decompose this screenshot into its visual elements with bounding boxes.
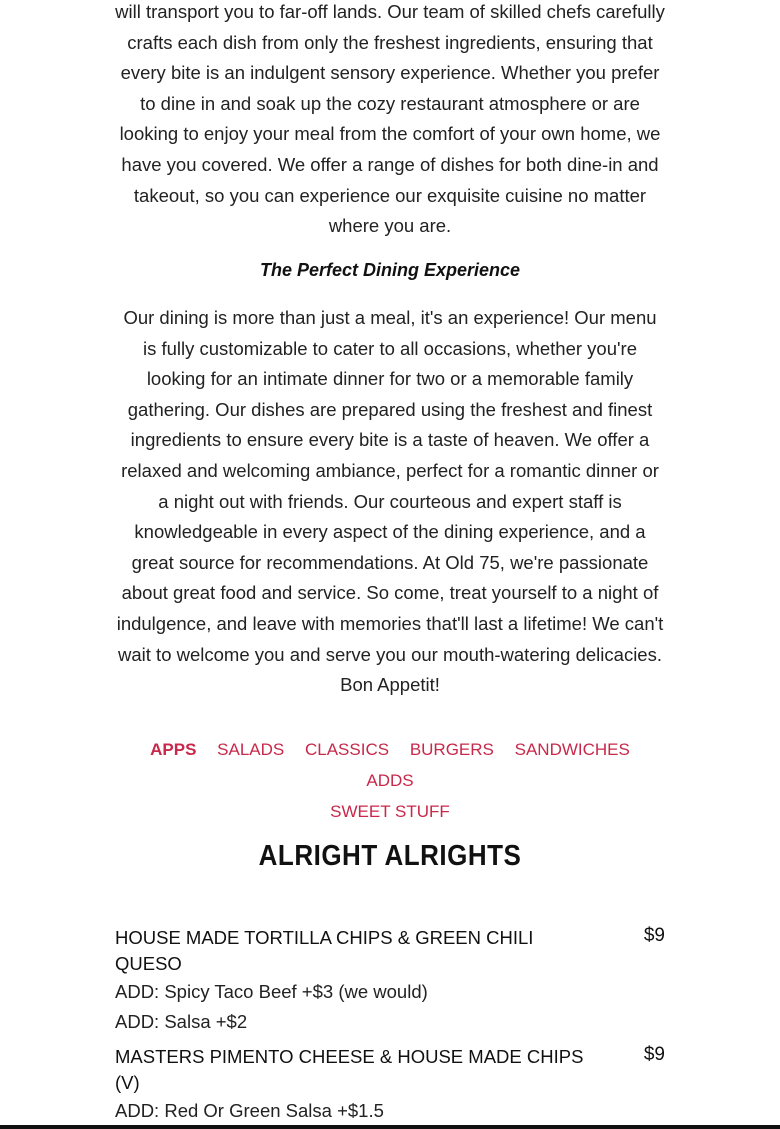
- item-addon: ADD: Red Or Green Salsa +$1.5: [115, 1100, 384, 1121]
- tab-salads[interactable]: SALADS: [217, 740, 285, 759]
- experience-paragraph: Our dining is more than just a meal, it's an experience! Our menu is fully customizable to cater to all occasions, whether you're looking for an intimate dinner for two or a memorable family gathering. Our dishes are prepared using the freshest and finest ingredients to ensure every bite is a taste of heaven. We offer a relaxed and welcoming ambiance, perfect for a romantic dinner or a night out with friends. Our courteous and expert staff is knowledgeable in every aspect of the dining experience, and a great source for recommendations. At Old 75, we're passionate about great food and service. So come, treat yourself to a night of indulgence, and leave with memories that'll last a lifetime! We can't wait to welcome you and serve you our mouth-watering delicacies. Bon Appetit!: [116, 307, 664, 696]
- tab-classics[interactable]: CLASSICS: [304, 740, 390, 759]
- tab-burgers[interactable]: BURGERS: [409, 740, 494, 759]
- tab-sweet-stuff[interactable]: SWEET STUFF: [330, 802, 450, 821]
- menu-item: [115, 925, 665, 1037]
- section-title: ALRIGHT ALRIGHTS: [258, 838, 522, 872]
- tab-apps[interactable]: APPS: [150, 740, 197, 759]
- item-addon: ADD: Salsa +$2: [115, 1011, 248, 1032]
- menu-category-tabs: [115, 734, 665, 827]
- menu-item: [115, 1044, 665, 1126]
- item-addon: ADD: Spicy Taco Beef +$3 (we would): [115, 981, 428, 1002]
- tab-sandwiches[interactable]: SANDWICHES: [514, 740, 630, 759]
- tab-adds[interactable]: ADDS: [366, 771, 414, 790]
- bottom-bar: [0, 1125, 780, 1129]
- item-name: HOUSE MADE TORTILLA CHIPS & GREEN CHILI QUESO: [115, 927, 534, 974]
- item-price: $9: [643, 1044, 665, 1065]
- item-name: MASTERS PIMENTO CHEESE & HOUSE MADE CHIPS (V): [115, 1046, 584, 1093]
- experience-heading: The Perfect Dining Experience: [259, 260, 521, 280]
- item-price: $9: [643, 925, 665, 946]
- intro-paragraph: will transport you to far-off lands. Our team of skilled chefs carefully crafts each dish from only the freshest ingredients, ensuring that every bite is an indulgent sensory experience. Whether you prefer to dine in and soak up the cozy restaurant atmosphere or are looking to enjoy your meal from the comfort of your own home, we have you covered. We offer a range of dishes for both dine-in and takeout, so you can experience our exquisite cuisine no matter where you are.: [115, 1, 665, 237]
